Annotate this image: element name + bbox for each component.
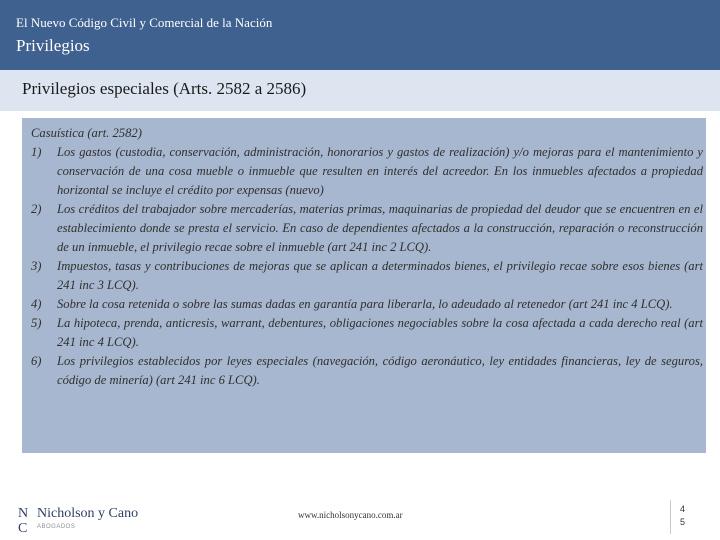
list-item [31, 352, 703, 390]
content-heading: Casuística (art. 2582) [31, 126, 142, 140]
list-item-text: Impuestos, tasas y contribuciones de mejoras que se aplican a determinados bienes, el privilegio recae sobre esos bienes (art 241 inc 3 LCQ). [57, 259, 703, 292]
logo-monogram [18, 506, 28, 536]
list-item [31, 143, 703, 200]
list-item-text: Sobre la cosa retenida o sobre las sumas dadas en garantía para liberarla, lo adeudado al retenedor (art 241 inc 4 LCQ). [57, 297, 673, 311]
list-item-number: 6) [31, 354, 42, 368]
list-item-number: 2) [31, 202, 42, 216]
list-item [31, 314, 703, 352]
logo-monogram-n: N [18, 506, 29, 521]
list-item-text: La hipoteca, prenda, anticresis, warrant, debentures, obligaciones negociables sobre la cosa afectada a cada derecho real (art 241 inc 4 LCQ). [57, 316, 703, 349]
page-number [680, 503, 685, 529]
list-item-text: Los gastos (custodia, conservación, administración, honorarios y gastos de realización) y/o mejoras para el mantenimiento y conservación de una cosa mueble o inmueble que resulten en interés del acreedor. En los inmuebles afectados a propiedad horizontal se incluye el crédito por expensas (nuevo) [57, 145, 703, 197]
page-number-bottom: 5 [680, 517, 686, 527]
list-item-text: Los créditos del trabajador sobre mercaderías, materias primas, maquinarias de propiedad del deudor que se encuentren en el establecimiento donde se presta el servicio. En caso de dependientes afectados a la construcción, reparación o reconstrucción de un inmueble, el privilegio recae sobre el inmueble (art 241 inc 2 LCQ). [57, 202, 703, 254]
list-item [31, 200, 703, 257]
list-item-number: 3) [31, 259, 42, 273]
footer-divider [670, 500, 671, 534]
list-item-number: 4) [31, 297, 42, 311]
list-item-number: 1) [31, 145, 42, 159]
list-item [31, 295, 703, 314]
footer-website: www.nicholsonycano.com.ar [298, 510, 403, 520]
subheader-bar [0, 70, 720, 111]
presentation-title: El Nuevo Código Civil y Comercial de la Nación [16, 15, 273, 30]
logo-firm-name: Nicholson y Cano [37, 506, 139, 521]
section-title: Privilegios [16, 36, 90, 55]
content-box [22, 118, 706, 453]
firm-logo [18, 506, 158, 536]
logo-monogram-c: C [18, 521, 28, 536]
page-number-top: 4 [680, 504, 686, 514]
slide-title: Privilegios especiales (Arts. 2582 a 2586) [22, 79, 307, 98]
list-item-text: Los privilegios establecidos por leyes especiales (navegación, código aeronáutico, ley entidades financieras, ley de seguros, código de minería) (art 241 inc 6 LCQ). [57, 354, 703, 387]
header-bar [0, 0, 720, 70]
list-item [31, 257, 703, 295]
list-item-number: 5) [31, 316, 42, 330]
logo-subtitle: ABOGADOS [37, 524, 76, 530]
privilege-list [31, 143, 703, 390]
